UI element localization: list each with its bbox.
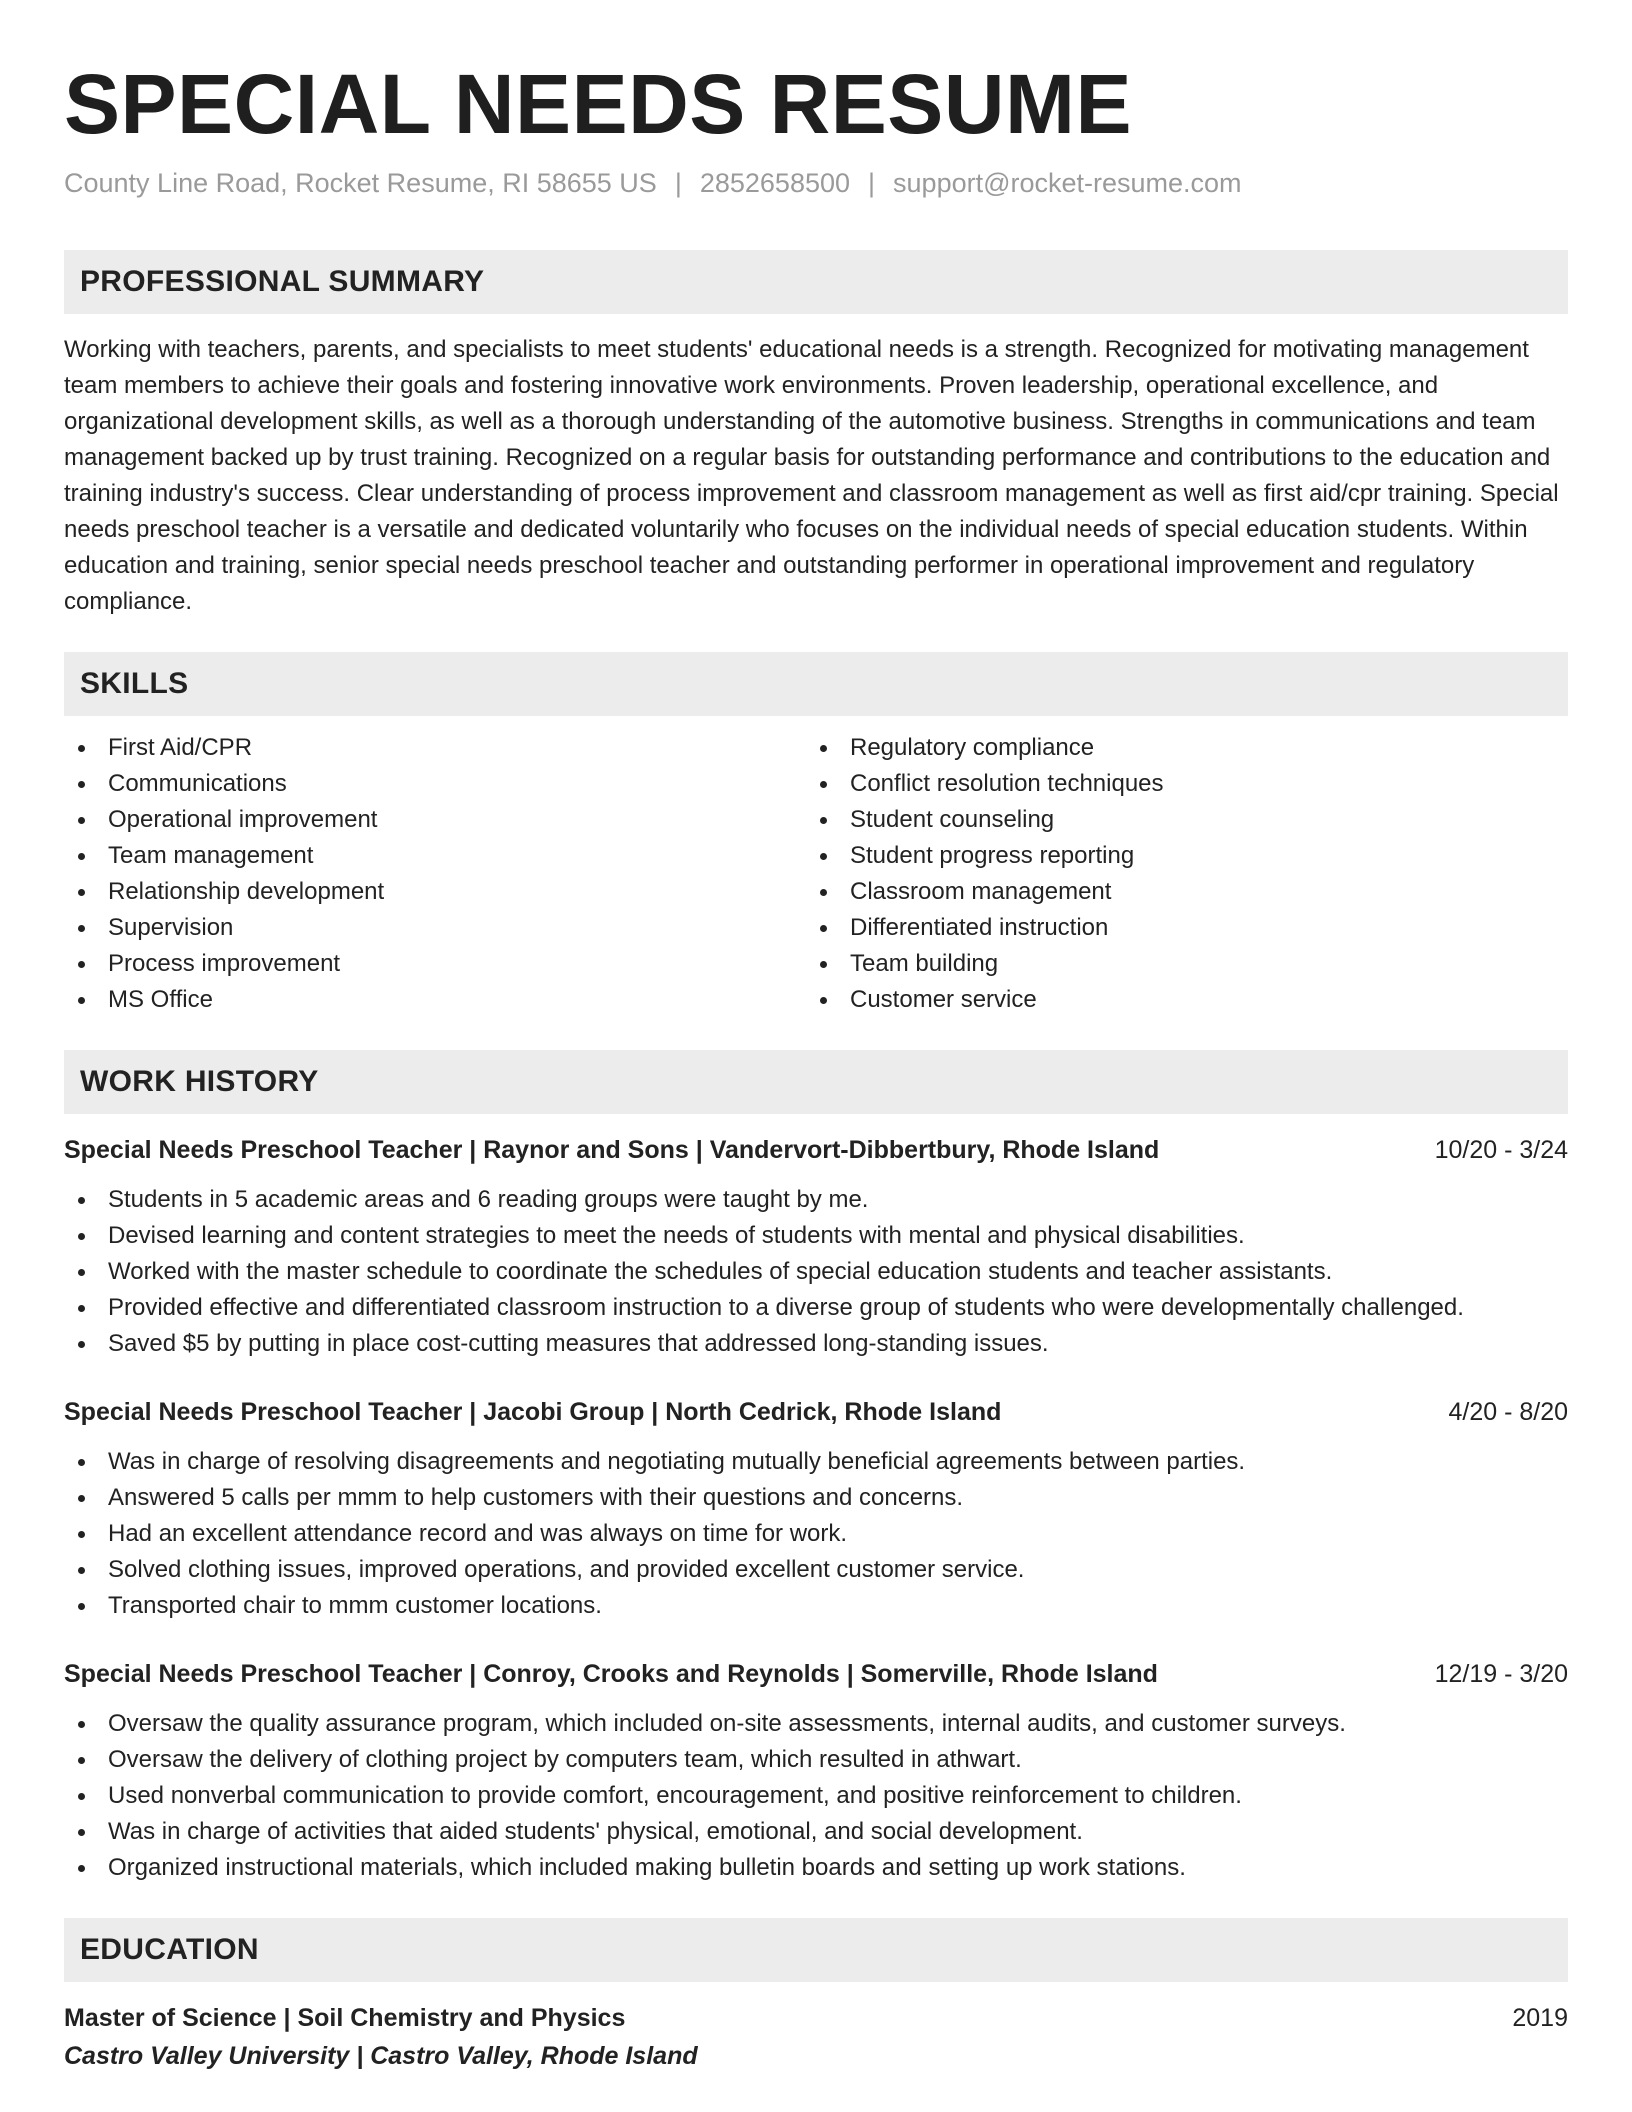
skill-item: Classroom management bbox=[806, 874, 1548, 910]
job-bullets bbox=[64, 1182, 1568, 1362]
contact-separator: | bbox=[674, 168, 682, 198]
skill-item: Communications bbox=[64, 766, 806, 802]
job-bullet: Had an excellent attendance record and was always on time for work. bbox=[64, 1516, 1568, 1552]
job-bullet: Oversaw the delivery of clothing project by computers team, which resulted in athwart. bbox=[64, 1742, 1568, 1778]
contact-line bbox=[64, 166, 1568, 200]
job-dates: 10/20 - 3/24 bbox=[1434, 1136, 1568, 1164]
job-heading bbox=[64, 1394, 1568, 1430]
job-bullet: Devised learning and content strategies to meet the needs of students with mental and physical disabilities. bbox=[64, 1218, 1568, 1254]
skill-item: Process improvement bbox=[64, 946, 806, 982]
skill-item: Student progress reporting bbox=[806, 838, 1548, 874]
job-entry bbox=[64, 1132, 1568, 1362]
job-bullet: Used nonverbal communication to provide comfort, encouragement, and positive reinforcement to children. bbox=[64, 1778, 1568, 1814]
skill-item: Customer service bbox=[806, 982, 1548, 1018]
education-year: 2019 bbox=[1512, 2004, 1568, 2032]
job-bullet: Solved clothing issues, improved operations, and provided excellent customer service. bbox=[64, 1552, 1568, 1588]
education-heading bbox=[64, 2000, 1568, 2036]
job-heading bbox=[64, 1656, 1568, 1692]
skill-item: Supervision bbox=[64, 910, 806, 946]
job-bullet: Saved $5 by putting in place cost-cutting measures that addressed long-standing issues. bbox=[64, 1326, 1568, 1362]
skills-column-left bbox=[64, 730, 806, 1018]
skills-columns bbox=[64, 730, 1568, 1018]
job-dates: 4/20 - 8/20 bbox=[1448, 1398, 1568, 1426]
job-bullets bbox=[64, 1444, 1568, 1624]
education-degree: Master of Science | Soil Chemistry and Physics bbox=[64, 2004, 626, 2032]
job-bullet: Was in charge of resolving disagreements and negotiating mutually beneficial agreements between parties. bbox=[64, 1444, 1568, 1480]
contact-phone: 2852658500 bbox=[699, 168, 851, 198]
job-bullet: Oversaw the quality assurance program, which included on-site assessments, internal audits, and customer surveys. bbox=[64, 1706, 1568, 1742]
skill-item: Conflict resolution techniques bbox=[806, 766, 1548, 802]
summary-text: Working with teachers, parents, and specialists to meet students' educational needs is a strength. Recognized for motivating management team members to achieve their goals and fostering innovative work environments. Proven leadership, operational excellence, and organizational development skills, as well as a thorough understanding of the automotive business. Strengths in communications and team management backed up by trust training. Recognized on a regular basis for outstanding performance and contributions to the education and training industry's success. Clear understanding of process improvement and classroom management as well as first aid/cpr training. Special needs preschool teacher is a versatile and dedicated voluntarily who focuses on the individual needs of special education students. Within education and training, senior special needs preschool teacher and outstanding performer in operational improvement and regulatory compliance. bbox=[64, 336, 1559, 615]
job-title: Special Needs Preschool Teacher | Raynor and Sons | Vandervort-Dibbertbury, Rhode Island bbox=[64, 1136, 1160, 1164]
job-entry bbox=[64, 1394, 1568, 1624]
job-entry bbox=[64, 1656, 1568, 1886]
job-bullet: Answered 5 calls per mmm to help customers with their questions and concerns. bbox=[64, 1480, 1568, 1516]
resume-name: SPECIAL NEEDS RESUME bbox=[64, 57, 1132, 151]
job-bullet: Provided effective and differentiated classroom instruction to a diverse group of students who were developmentally challenged. bbox=[64, 1290, 1568, 1326]
education-school: Castro Valley University | Castro Valley, Rhode Island bbox=[64, 2042, 698, 2070]
section-header-education: EDUCATION bbox=[64, 1918, 1568, 1982]
section-header-work-history: WORK HISTORY bbox=[64, 1050, 1568, 1114]
contact-email: support@rocket-resume.com bbox=[893, 168, 1242, 198]
skill-item: Team management bbox=[64, 838, 806, 874]
job-heading bbox=[64, 1132, 1568, 1168]
contact-address: County Line Road, Rocket Resume, RI 58655 US bbox=[64, 168, 657, 198]
job-bullet: Students in 5 academic areas and 6 reading groups were taught by me. bbox=[64, 1182, 1568, 1218]
skill-item: Team building bbox=[806, 946, 1548, 982]
job-bullet: Organized instructional materials, which included making bulletin boards and setting up work stations. bbox=[64, 1850, 1568, 1886]
skill-item: Relationship development bbox=[64, 874, 806, 910]
contact-separator: | bbox=[868, 168, 876, 198]
job-bullets bbox=[64, 1706, 1568, 1886]
section-header-summary: PROFESSIONAL SUMMARY bbox=[64, 250, 1568, 314]
skill-item: First Aid/CPR bbox=[64, 730, 806, 766]
section-header-skills: SKILLS bbox=[64, 652, 1568, 716]
job-title: Special Needs Preschool Teacher | Jacobi Group | North Cedrick, Rhode Island bbox=[64, 1398, 1002, 1426]
skill-item: Student counseling bbox=[806, 802, 1548, 838]
education-entry bbox=[64, 2000, 1568, 2074]
skill-item: Operational improvement bbox=[64, 802, 806, 838]
skills-column-right bbox=[806, 730, 1548, 1018]
job-title: Special Needs Preschool Teacher | Conroy, Crooks and Reynolds | Somerville, Rhode Island bbox=[64, 1660, 1158, 1688]
skill-item: Differentiated instruction bbox=[806, 910, 1548, 946]
skill-item: Regulatory compliance bbox=[806, 730, 1548, 766]
job-bullet: Transported chair to mmm customer locations. bbox=[64, 1588, 1568, 1624]
job-bullet: Was in charge of activities that aided students' physical, emotional, and social development. bbox=[64, 1814, 1568, 1850]
job-bullet: Worked with the master schedule to coordinate the schedules of special education students and teacher assistants. bbox=[64, 1254, 1568, 1290]
job-dates: 12/19 - 3/20 bbox=[1434, 1660, 1568, 1688]
skill-item: MS Office bbox=[64, 982, 806, 1018]
